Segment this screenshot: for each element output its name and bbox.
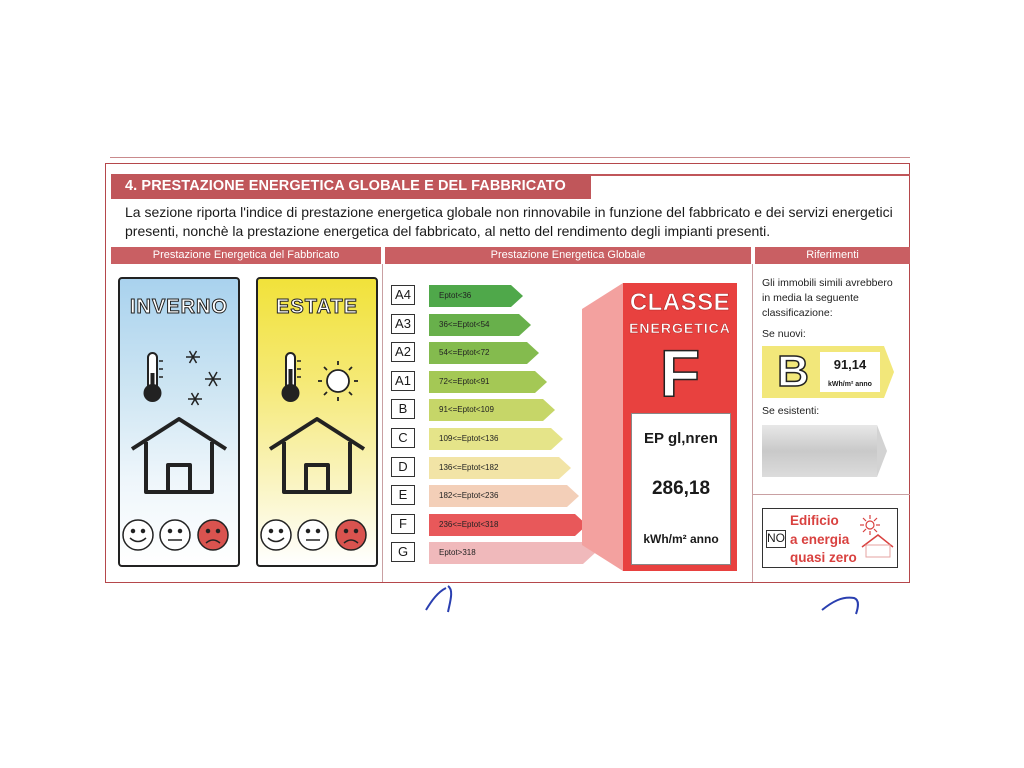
energy-class-letter: F <box>391 514 415 534</box>
ep-unit: kWh/m² anno <box>643 532 719 546</box>
smiley-sad-icon <box>198 520 228 550</box>
estate-graphics <box>256 277 378 567</box>
estate-title: ESTATE <box>276 296 358 318</box>
energy-class-letter: D <box>391 457 415 477</box>
house-icon <box>270 419 364 492</box>
badge-arrow-tip <box>877 425 887 477</box>
nzeb-answer: NO <box>766 530 786 548</box>
energy-class-letter: E <box>391 485 415 505</box>
signature-mark <box>420 582 470 614</box>
energy-class-arrow <box>429 314 531 336</box>
smiley-happy-icon <box>261 520 291 550</box>
energy-class-letter: A3 <box>391 314 415 334</box>
smiley-happy-icon <box>123 520 153 550</box>
column-divider <box>752 264 753 582</box>
esistenti-badge <box>762 425 877 477</box>
energy-class-arrow <box>429 428 563 450</box>
energy-class-arrow <box>429 485 579 507</box>
title-rule <box>591 174 910 176</box>
energy-class-arrow <box>429 342 539 364</box>
energy-class-letter: C <box>391 428 415 448</box>
row-divider <box>752 494 910 495</box>
inverno-title: INVERNO <box>129 296 229 318</box>
nuovi-unit: kWh/m² anno <box>828 381 872 388</box>
energy-class-letter: G <box>391 542 415 562</box>
header-globale: Prestazione Energetica Globale <box>385 247 751 264</box>
ep-value: 286,18 <box>651 478 711 499</box>
header-fabbricato: Prestazione Energetica del Fabbricato <box>111 247 381 264</box>
inverno-graphics <box>118 277 240 567</box>
classe-arrow-tip <box>582 283 623 571</box>
energetica-label: ENERGETICA <box>629 320 731 336</box>
thermometer-icon <box>144 353 164 402</box>
smiley-neutral-icon <box>298 520 328 550</box>
energy-class-range: 91<=Eptot<109 <box>439 405 494 414</box>
section-title: 4. PRESTAZIONE ENERGETICA GLOBALE E DEL FABBRICATO <box>111 174 591 199</box>
energy-class-arrow <box>429 399 555 421</box>
intro-text: La sezione riporta l'indice di prestazione energetica globale non rinnovabile in funzione del fabbricato e dei servizi energetici presenti, nonchè la prestazione energetica del fabbricato, al netto del rendimento degli impianti presenti. <box>125 204 893 239</box>
smiley-sad-icon <box>336 520 366 550</box>
house-icon <box>132 419 226 492</box>
badge-arrow-tip <box>884 346 894 398</box>
ep-label: EP gl,nren <box>644 430 718 447</box>
classe-letter: F <box>659 336 701 410</box>
energy-class-range: 236<=Eptot<318 <box>439 520 499 529</box>
energy-class-range: Eptot>318 <box>439 548 476 557</box>
header-riferimenti: Riferimenti <box>755 247 910 264</box>
energy-class-range: 54<=Eptot<72 <box>439 348 490 357</box>
classe-label: CLASSE <box>629 289 731 316</box>
esistenti-label: Se esistenti: <box>762 405 820 417</box>
smiley-neutral-icon <box>160 520 190 550</box>
energy-class-arrow <box>429 457 571 479</box>
thermometer-icon <box>282 353 302 402</box>
energy-class-range: Eptot<36 <box>439 291 472 300</box>
energy-class-arrow <box>429 285 523 307</box>
signature-mark <box>818 592 864 616</box>
sun-icon <box>318 361 358 401</box>
energy-class-letter: A4 <box>391 285 415 305</box>
energy-class-range: 72<=Eptot<91 <box>439 377 490 386</box>
nzeb-logo-icon <box>856 513 894 563</box>
nuovi-value: 91,14 <box>833 357 867 372</box>
energy-class-letter: A1 <box>391 371 415 391</box>
energy-class-letter: A2 <box>391 342 415 362</box>
energy-class-letter: B <box>391 399 415 419</box>
riferimenti-intro: Gli immobili simili avrebbero in media la seguente classificazione: <box>762 277 893 319</box>
nuovi-label: Se nuovi: <box>762 328 806 340</box>
energy-class-range: 182<=Eptot<236 <box>439 491 499 500</box>
energy-class-range: 136<=Eptot<182 <box>439 463 499 472</box>
nzeb-line3: quasi zero <box>790 550 857 565</box>
energy-class-arrow <box>429 542 595 564</box>
energy-class-arrow <box>429 514 587 536</box>
energy-class-range: 36<=Eptot<54 <box>439 320 490 329</box>
column-divider <box>382 264 383 582</box>
nzeb-line1: Edificio <box>790 513 839 528</box>
nuovi-class: B <box>777 347 809 396</box>
top-rule <box>110 157 910 158</box>
energy-class-range: 109<=Eptot<136 <box>439 434 499 443</box>
nzeb-line2: a energia <box>790 532 850 547</box>
energy-class-arrow <box>429 371 547 393</box>
snowflake-icon <box>186 351 221 405</box>
